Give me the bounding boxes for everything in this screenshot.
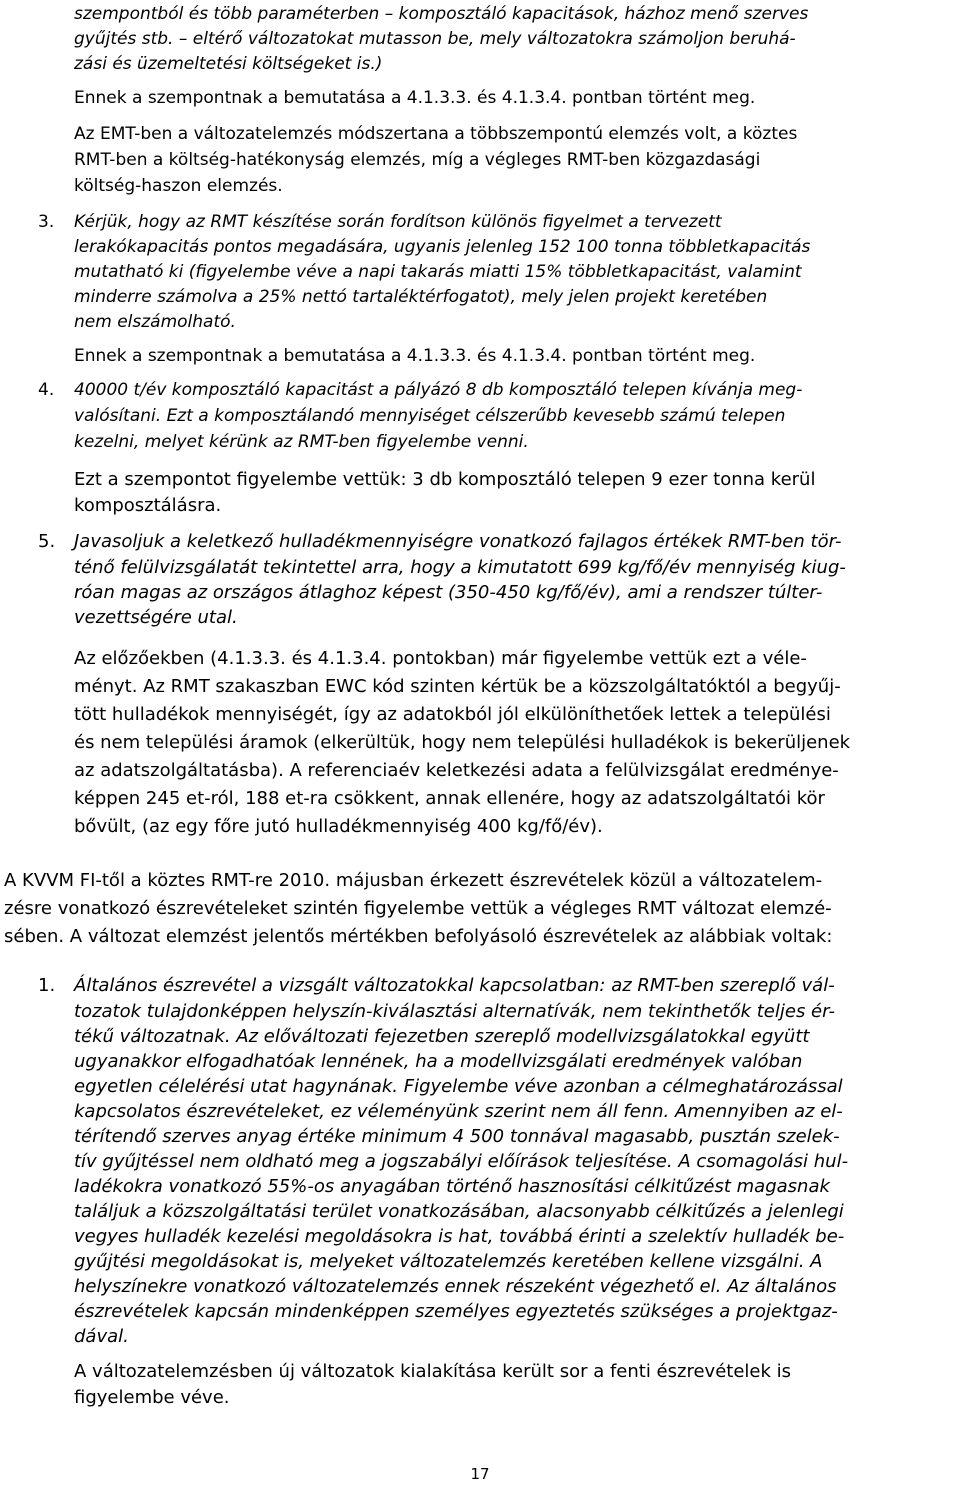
body-line: zésre vonatkozó észrevételeket szintén figyelembe vettük a végleges RMT változat elemzé- bbox=[4, 898, 832, 919]
text-line: helyszínekre vonatkozó változatelemzés ennek részeként végezhető el. Az általános bbox=[74, 1276, 837, 1297]
text-line: mutatható ki (figyelembe véve a napi takarás miatti 15% többletkapacitást, valamint bbox=[74, 262, 802, 282]
item-number: 5. bbox=[38, 531, 56, 552]
text-line: nem elszámolható. bbox=[74, 312, 236, 332]
reply-line: ményt. Az RMT szakaszban EWC kód szinten kértük be a közszolgáltatóktól a begyűj- bbox=[74, 676, 841, 697]
text-line: róan magas az országos átlaghoz képest (350-450 kg/fő/év), ami a rendszer túlter- bbox=[74, 582, 823, 603]
text-line: minderre számolva a 25% nettó tartaléktérfogatot), mely jelen projekt keretében bbox=[74, 287, 768, 307]
text-line: Javasoljuk a keletkező hulladékmennyiségre vonatkozó fajlagos értékek RMT-ben tör- bbox=[74, 531, 842, 552]
reply-line: Ezt a szempontot figyelembe vettük: 3 db komposztáló telepen 9 ezer tonna kerül bbox=[74, 469, 816, 490]
text-line: tozatok tulajdonképpen helyszín-kiválasztási alternatívák, nem tekinthetők teljes ér- bbox=[74, 1001, 836, 1022]
text-line: térítendő szerves anyag értéke minimum 4 500 tonnával magasabb, pusztán szelek- bbox=[74, 1126, 840, 1147]
text-line: Az EMT-ben a változatelemzés módszertana a többszempontú elemzés volt, a köztes bbox=[74, 124, 798, 144]
item-number: 1. bbox=[38, 975, 56, 996]
body-line: sében. A változat elemzést jelentős mértékben befolyásoló észrevételek az alábbiak voltak: bbox=[4, 926, 833, 947]
text-line: Kérjük, hogy az RMT készítése során fordítson különös figyelmet a tervezett bbox=[74, 212, 722, 232]
text-line: 40000 t/év komposztáló kapacitást a pályázó 8 db komposztáló telepen kívánja meg- bbox=[74, 380, 803, 400]
item-number: 3. bbox=[38, 212, 55, 232]
text-line: lerakókapacitás pontos megadására, ugyanis jelenleg 152 100 tonna többletkapacitás bbox=[74, 237, 811, 257]
reply-line: A változatelemzésben új változatok kialakítása került sor a fenti észrevételek is bbox=[74, 1361, 791, 1382]
text-line: ladékokra vonatkozó 55%-os anyagában történő hasznosítási célkitűzést magasnak bbox=[74, 1176, 830, 1197]
text-line: tív gyűjtéssel nem oldható meg a jogszabályi előírások teljesítése. A csomagolási hul- bbox=[74, 1151, 849, 1172]
text-line: tékű változatnak. Az előváltozati fejezetben szereplő modellvizsgálatokkal együtt bbox=[74, 1026, 810, 1047]
text-line: egyetlen célelérési utat hagynának. Figyelembe véve azonban a célmeghatározással bbox=[74, 1076, 843, 1097]
item-number: 4. bbox=[38, 380, 55, 400]
text-line: költség-haszon elemzés. bbox=[74, 176, 283, 196]
reply-line: figyelembe véve. bbox=[74, 1387, 230, 1408]
reply-line: az adatszolgáltatásba). A referenciaév keletkezési adata a felülvizsgálat eredménye- bbox=[74, 760, 839, 781]
body-line: A KVVM FI-től a köztes RMT-re 2010. májusban érkezett észrevételek közül a változatelem- bbox=[4, 870, 823, 891]
text-line: gyűjtési megoldásokat is, melyeket változatelemzés keretében kellene vizsgálni. A bbox=[74, 1251, 823, 1272]
text-line: ténő felülvizsgálatát tekintettel arra, hogy a kimutatott 699 kg/fő/év mennyiség kiug- bbox=[74, 557, 846, 578]
text-line: gyűjtés stb. – eltérő változatokat mutasson be, mely változatokra számoljon beruhá- bbox=[74, 29, 796, 49]
reply-line: Ennek a szempontnak a bemutatása a 4.1.3.3. és 4.1.3.4. pontban történt meg. bbox=[74, 346, 756, 366]
text-line: vegyes hulladék kezelési megoldásokra is hat, továbbá érinti a szelektív hulladék be- bbox=[74, 1226, 845, 1247]
reply-line: képpen 245 et-ról, 188 et-ra csökkent, annak ellenére, hogy az adatszolgáltatói kör bbox=[74, 788, 825, 809]
page-number: 17 bbox=[470, 1465, 490, 1483]
reply-line: Ennek a szempontnak a bemutatása a 4.1.3.3. és 4.1.3.4. pontban történt meg. bbox=[74, 88, 756, 108]
text-line: Általános észrevétel a vizsgált változatokkal kapcsolatban: az RMT-ben szereplő vál- bbox=[74, 975, 835, 996]
text-line: valósítani. Ezt a komposztálandó mennyiséget célszerűbb kevesebb számú telepen bbox=[74, 406, 786, 426]
text-line: kapcsolatos észrevételeket, ez véleményünk szerint nem áll fenn. Amennyiben az el- bbox=[74, 1101, 843, 1122]
text-line: szempontból és több paraméterben – komposztáló kapacitások, házhoz menő szerves bbox=[74, 4, 809, 24]
text-line: vezettségére utal. bbox=[74, 607, 238, 628]
reply-line: Az előzőekben (4.1.3.3. és 4.1.3.4. pontokban) már figyelembe vettük ezt a véle- bbox=[74, 648, 807, 669]
text-line: zási és üzemeltetési költségeket is.) bbox=[74, 54, 383, 74]
text-line: ugyanakkor elfogadhatóak lennének, ha a modellvizsgálati eredmények valóban bbox=[74, 1051, 803, 1072]
reply-line: tött hulladékok mennyiségét, így az adatokból jól elkülöníthetőek lettek a települési bbox=[74, 704, 831, 725]
reply-line: bővült, (az egy főre jutó hulladékmennyiség 400 kg/fő/év). bbox=[74, 816, 603, 837]
reply-line: és nem települési áramok (elkerültük, hogy nem települési hulladékok is bekerüljenek bbox=[74, 732, 851, 753]
text-line: RMT-ben a költség-hatékonyság elemzés, míg a végleges RMT-ben közgazdasági bbox=[74, 150, 761, 170]
text-line: kezelni, melyet kérünk az RMT-ben figyelembe venni. bbox=[74, 432, 529, 452]
text-line: dával. bbox=[74, 1326, 129, 1347]
reply-line: komposztálásra. bbox=[74, 495, 222, 516]
text-line: találjuk a közszolgáltatási terület vonatkozásában, alacsonyabb célkitűzés a jelenlegi bbox=[74, 1201, 844, 1222]
text-line: észrevételek kapcsán mindenképpen személyes egyeztetés szükséges a projektgaz- bbox=[74, 1301, 838, 1322]
